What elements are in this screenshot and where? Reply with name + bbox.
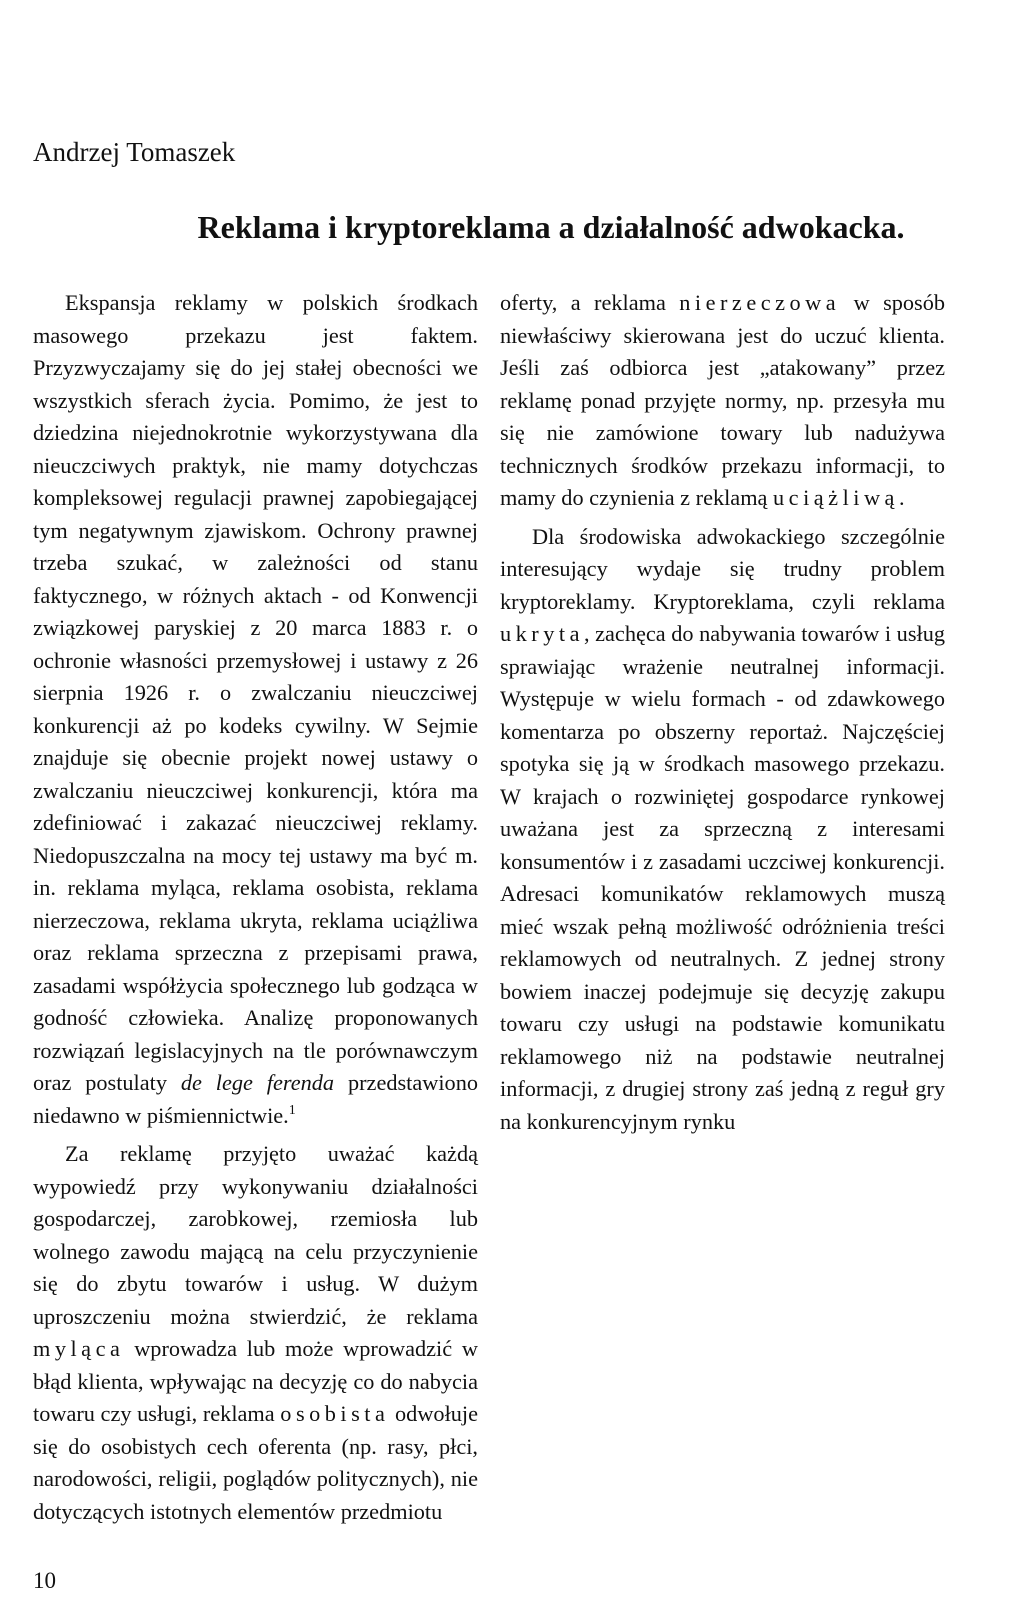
article-title: Reklama i kryptoreklama a działalność adwokacka. — [197, 209, 905, 245]
paragraph-2-text-cont-2: odwołuje się do osobistych cech oferenta (np. rasy, płci, narodowości, religii, poglądów politycznych), nie dotyczących istotnych elementów przedmiotu — [33, 1401, 479, 1524]
paragraph-2-period: . — [898, 485, 905, 510]
paragraph-2-text-cont: wprowadza lub może wprowadzić w błąd klienta, wpływając na decyzję co do nabycia towaru czy usługi, reklama — [33, 1336, 479, 1426]
spaced-term-mylaca: myląca — [33, 1336, 125, 1361]
paragraph-2 — [33, 1138, 478, 1528]
paragraph-2-continued — [500, 287, 945, 515]
paragraph-2-text-cont-2-continued: oferty, a reklama — [500, 290, 666, 315]
left-column — [33, 287, 478, 1528]
paragraph-1 — [33, 287, 478, 1132]
paragraph-3-text: Dla środowiska adwokackiego szczególnie interesujący wydaje się trudny problem kryptoreklamy. Kryptoreklama, czyli reklama — [500, 523, 945, 614]
paragraph-2-text: Za reklamę przyjęto uważać każdą wypowiedź przy wykonywaniu działalności gospodarczej, zarobkowej, rzemiosła lub wolnego zawodu mającą na celu przyczynienie się do zbytu towarów i usług. W dużym uproszczeniu można stwierdzić, że reklama — [33, 1141, 478, 1329]
spaced-term-nierzeczowa: nierzeczowa — [679, 290, 841, 315]
footnote-reference: 1 — [288, 1102, 296, 1118]
right-column — [500, 287, 945, 1138]
author-name: Andrzej Tomaszek — [33, 137, 236, 167]
paragraph-2-text-cont-3: w sposób niewłaściwy skierowana jest do uczuć klienta. Jeśli zaś odbiorca jest „atakowany” przez reklamę ponad przyjęte normy, np. przesyła mu się nie zamówione towary lub nadużywa technicznych środków przekazu informacji, to mamy do czynienia z reklamą — [500, 290, 946, 510]
page-number: 10 — [33, 1568, 56, 1593]
latin-phrase: de lege ferenda — [180, 1070, 335, 1095]
spaced-term-uciazliwa: uciążliwą — [773, 485, 899, 510]
paragraph-1-text: Ekspansja reklamy w polskich środkach masowego przekazu jest faktem. Przyzwyczajamy się do jej stałej obecności we wszystkich sferach życia. Pomimo, że jest to dziedzina niejednokrotnie wykorzystywana dla nieuczciwych praktyk, nie mamy dotychczas kompleksowej regulacji prawnej zapobiegającej tym negatywnym zjawiskom. Ochrony prawnej trzeba szukać, w zależności od stanu faktycznego, w różnych aktach - od Konwencji związkowej paryskiej z 20 marca 1883 r. o ochronie własności przemysłowej i ustawy z 26 sierpnia 1926 r. o zwalczaniu nieuczciwej konkurencji aż po kodeks cywilny. W Sejmie znajduje się obecnie projekt nowej ustawy o zwalczaniu nieuczciwej konkurencji, która ma zdefiniować i zakazać nieuczciwej reklamy. Niedopuszczalna na mocy tej ustawy ma być m. in. reklama myląca, reklama osobista, reklama nierzeczowa, reklama ukryta, reklama uciążliwa oraz reklama sprzeczna z przepisami prawa, zasadami współżycia społecznego lub godząca w godność człowieka. Analizę proponowanych rozwiązań legislacyjnych na tle porównawczym oraz postulaty — [33, 290, 478, 1095]
paragraph-1-text-end: przedstawiono niedawno w piśmiennictwie. — [33, 1070, 478, 1128]
spaced-term-ukryta: ukryta — [500, 621, 584, 646]
paragraph-3 — [500, 521, 945, 1139]
paragraph-3-text-cont: , zachęca do nabywania towarów i usług sprawiając wrażenie neutralnej informacji. Występuje w wielu formach - od zdawkowego komentarza po obszerny reportaż. Najczęściej spotyka się ją w środkach masowego przekazu. W krajach o rozwiniętej gospodarce rynkowej uważana jest za sprzeczną z interesami konsumentów i z zasadami uczciwej konkurencji. Adresaci komunikatów reklamowych muszą mieć wszak pełną możliwość odróżnienia treści reklamowych od neutralnych. Z jednej strony bowiem inaczej podejmuje się decyzję zakupu towaru czy usługi na podstawie komunikatu reklamowego niż na podstawie neutralnej informacji, z drugiej strony zaś jedną z reguł gry na konkurencyjnym rynku — [500, 621, 945, 1134]
spaced-term-osobista: osobista — [280, 1401, 390, 1426]
